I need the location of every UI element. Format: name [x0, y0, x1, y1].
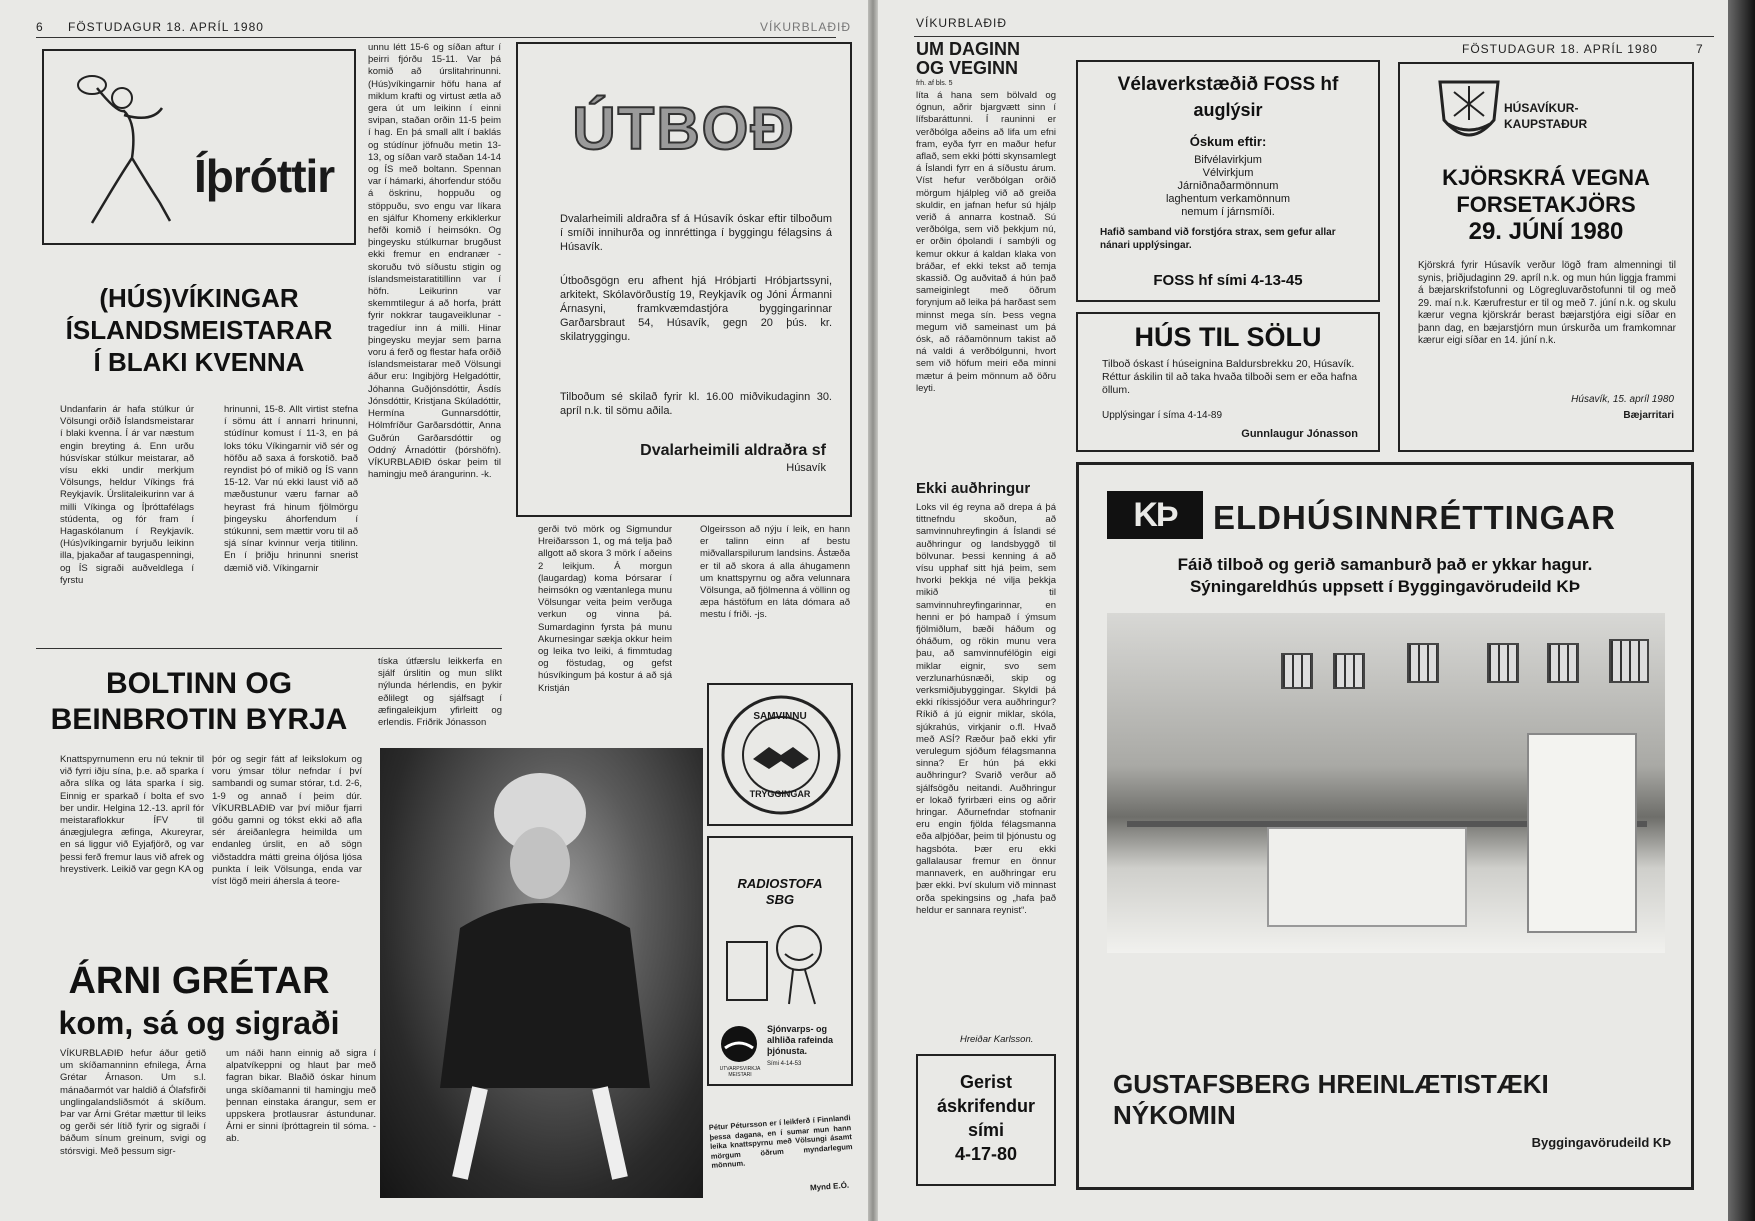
- title-line: FORSETAKJÖRS: [1456, 192, 1636, 217]
- headline-line: ÍSLANDSMEISTARAR: [65, 315, 333, 345]
- gerist-line: áskrifendur: [936, 1096, 1036, 1116]
- foss-item: Járniðnaðarmönnum: [1177, 180, 1279, 192]
- football-player-photo: [380, 748, 703, 1198]
- kitchen-window: [1333, 653, 1365, 689]
- masthead-fragment: VÍKURBLAÐIÐ: [760, 20, 852, 34]
- page-gutter: [868, 0, 878, 1221]
- radio-line: þjónusta.: [767, 1046, 807, 1056]
- lower-cabinets: [1267, 827, 1467, 927]
- foss-items: [1078, 154, 1378, 219]
- meistari-logo-text: UTVARPSVIRKJA MEISTARI: [719, 1066, 761, 1078]
- kb-bottom-line: GUSTAFSBERG HREINLÆTISTÆKI: [1113, 1069, 1549, 1099]
- kjorskra-dateline: Húsavík, 15. apríl 1980: [1571, 394, 1674, 405]
- column-title-line: UM DAGINN: [916, 39, 1020, 59]
- kb-bottom-line: NÝKOMIN: [1113, 1100, 1236, 1130]
- article4-col2: Olgeirsson að nýju í leik, en hann er talinn einn af bestu miðvallarspilurum landsins. Ástæða er til að skora á alla áhugamenn um knattspyrnu og aðra velunnara Völsunga, að fjölmenna á völlinn og æpa hástöfum en láta dómara að mestu í friði. -js.: [700, 524, 850, 621]
- foss-item: Vélvirkjum: [1202, 167, 1254, 179]
- article2-col1: Knattspyrnumenn eru nú teknir til við fyrri iðju sína, þ.e. að sparka í aðra slíka og láta sparka í sig. Einnig er sparkað í bolta ef svo ber undir. Helgina 12.-13. apríl fór meistaraflokkur ÍFV til ánægjulegra æfinga, Akureyrar, en sá liggur við Eyjafjörð, og var þessi ferð fremur laus við afrek og hreystiverk. Leikið var gegn KA og: [60, 754, 204, 875]
- discus-thrower-icon: [62, 63, 182, 233]
- article1-col2: hrinunni, 15-8. Allt virtist stefna í sömu átt í annarri hrinunni, stúdínur komust í 11-3, en þá loks tóku Víkingarnir við sér og höfðu að saxa á forskotið. Það reyndist þó of mikið og ÍS vann 15-12. Var nú ekki laust við að mæðustunur væru farnar að heyrast frá hinum fjölmörgu þingeysku áhorfendum í stúkunni, sem mættir voru til að sjá sínar kvinnur verja titilinn. En í þriðju hrinunni snerist dæmið við. Víkingarnir: [224, 404, 358, 574]
- article1-headline: [36, 282, 362, 378]
- folio-number: 6: [36, 20, 44, 34]
- gerist-line: sími: [967, 1120, 1005, 1140]
- kitchen-window: [1487, 643, 1519, 683]
- foss-title: Vélaverkstæðið FOSS hf: [1117, 74, 1339, 95]
- column-title-line: OG VEGINN: [916, 58, 1019, 78]
- article1-col3: unnu létt 15-6 og síðan aftur í þeirri fjórðu 15-11. Var þá komið að úrslitahrinunni. (Hús)víkingarnir höfu hana af miklum krafti og virtust ætla að gera út um leikinn í einni svipan, staðan orðin 11-5 þeim í hag. En þá small allt í baklás og stúdínur jöfnuðu metin 13-13, og síðan varð staðan 14-14 og ÍS með boltann. Spennan var í hámarki, áhorfendur stóðu á öskrinu, hoppuðu og stöppuðu, svo engu var líkara en sjálfur Khomeny erkiklerkur hefði komið í heimsókn. Og þingeysku stúlkurnar brugðust ekki fremur en endranær - skoruðu tvö síðustu stigin og íslandsmeistaratitillinn var í höfn. Leikurinn var skemmtilegur á að horfa, þrátt fyrir nokkrar taugaveiklunar - tragedíur inn á milli. Hinar þingeysku meyjar sem þarna voru á ferð og flestar hafa orðið íslandsmeistarar með Völsungi áður eru: Ingibjörg Helgadóttir, Jóhanna Guðjónsdóttir, Ásdís Jónsdóttir, Kristjana Skúladóttir, Hermína Gunnarsdóttir, Hólmfríður Garðarsdóttir, Anna Guðrún Garðarsdóttir og Oddný Árnadóttir (þórshöfn). VÍKURBLAÐIÐ óskar þeim til hamingju með árangurinn. -k.: [368, 42, 501, 481]
- utbod-p1: Dvalarheimili aldraðra sf á Húsavík óskar eftir tilboðum í smíði innihurða og innréttinga í byggingu félagsins á Húsavík.: [560, 213, 832, 253]
- foss-item: Bifvélavirkjum: [1194, 154, 1262, 166]
- ad-utbod: [516, 42, 852, 517]
- column-text2: Loks vil ég reyna að drepa á þá tittnefndu skoðun, að samvinnuhreyfingin á Íslandi sé auðhringur og landsbyggð til bölvunar. Þessi kenning á að vísu upphaf sitt hjá þeim, sem hvorki þekkja né vilja þekkja mikið til samvinnuhreyfingarinnar, en henni er þó hampað í ýmsum fjölmiðlum, bæði háðum og óháðum, og rökin munu vera þau, að samvinnufélögin eigi miklar eignir, svo sem verzlunarhúsnæði, skip og verksmiðjubyggingar. Skyldi þá ekki ríkissjóður vera auðhringur? Ríkið á jú eignir miklar, skóla, sjúkrahús, virkjanir o.fl. Hvað með ASÍ? Ræður það ekki yfir verulegum sjóðum félagsmanna sinna? Er hún þá ekki auðhringur? Svarið verður að sjálfsögðu neitandi. Auðhringur er lokað fyrirbæri eins og aðrir hringar. Aðurnefndar stofnanir eru engin fjölda félagsmanna eða alþjóðar, þeim til þjónustu og hagsbóta. Þær eru ekki gallalausar fremur en önnur mannaverk, en auðhringar eru þær ekki. Því skulum við minnast orða spekingsins og „hafa það heldur er sannara reynist“.: [916, 502, 1056, 916]
- utbod-title: ÚTBOÐ: [572, 95, 796, 162]
- utbod-p3: Tilboðum sé skilað fyrir kl. 16.00 miðvikudaginn 30. apríl n.k. til sömu aðila.: [560, 391, 832, 417]
- ad-foss: [1076, 60, 1380, 302]
- article2-col3: tíska útfærslu leikkerfa en sjálf úrslitin og mun slíkt nýlunda hérlendis, en þykir eðlilegt og sjálfsagt í æfingaleikjum yfirleitt og erlendis. Friðrik Jónasson: [378, 656, 502, 729]
- book-edge: [1728, 0, 1755, 1221]
- foss-phone: FOSS hf sími 4-13-45: [1153, 272, 1303, 289]
- hus-text: Tilboð óskast í húseignina Baldursbrekku 20, Húsavík. Réttur áskilin til að taka hvaða tilboði sem er eða hafna öllum.: [1102, 358, 1358, 396]
- utbod-place: Húsavík: [786, 462, 826, 474]
- kitchen-window: [1547, 643, 1579, 683]
- husavik-crest-icon: [1434, 76, 1504, 150]
- radio-line: Sími 4-14-53: [767, 1061, 802, 1067]
- article2-col2: þór og segir fátt af leikslokum og voru ýmsar tölur nefndar í því sambandi og sumar stórar, t.d. 2-6, 1-9 og annað í þeim dúr. VÍKURBLAÐIÐ var því miður fjarri góðu gamni og tókst ekki að afla sér áreiðanlegra heimilda um endanleg úrslit, en að sögn viðstaddra mátti greina óljósa ljósa punkta í leik Völsunga, enda var víst lögð meiri áhersla á teore-: [212, 754, 362, 888]
- masthead: VÍKURBLAÐIÐ: [916, 16, 1008, 30]
- kitchen-photo: [1107, 613, 1665, 953]
- headline-line: BOLTINN OG: [105, 667, 293, 700]
- gerist-line: Gerist: [959, 1072, 1013, 1092]
- article3-col1: VÍKURBLAÐIÐ hefur áður getið um skíðamanninn efnilega, Árna Grétar Árnason. Um s.l. mánaðarmót var haldið á Ólafsfirði unglingalandsliðsmót á skíðum. Þar var Árni Grétar mættur til leiks og gerði sér lítið fyrir og sigraði í báðum sínum greinum, svigi og stórsvigi. Með þessum sigr-: [60, 1048, 206, 1157]
- kb-logo: KÞ: [1107, 491, 1203, 539]
- foss-note: Hafið samband við forstjóra strax, sem gefur allar nánari upplýsingar.: [1100, 227, 1336, 251]
- ad-gerist: [916, 1054, 1056, 1186]
- refrigerator: [1527, 733, 1637, 933]
- foss-wanted: Óskum eftir:: [1189, 134, 1267, 149]
- headline-line: BEINBROTIN BYRJA: [50, 703, 348, 736]
- sports-logo-text: Íþróttir: [194, 150, 335, 202]
- kjorskra-signature: Bæjarritari: [1623, 410, 1674, 421]
- logo-line: KAUPSTAÐUR: [1504, 117, 1588, 131]
- photo-credit: Mynd E.Ó.: [809, 1180, 850, 1193]
- ad-radiostofa: [707, 836, 853, 1086]
- samvinnu-bottom: TRYGGINGAR: [749, 789, 811, 799]
- column-author: Hreiðar Karlsson.: [960, 1034, 1034, 1045]
- article4-col1: gerði tvö mörk og Sigmundur Hreiðarsson 1, og má telja það allgott að skora 3 mörk í aðeins 2 leikjum. Á morgun (laugardag) koma Þórsarar í heimsókn og væntanlega munu Völsungar veita þeim verðuga verkun og vinna þá. Sumardaginn fyrsta þá munu Akurnesingar sækja okkur heim og leika tvo leiki, á fimmtudag og föstudag, og gefst húsvíkingum þá kostur á að sjá Kristján: [538, 524, 672, 694]
- photo-caption: Pétur Pétursson er í leikferð í Finnlandi þessa dagana, en í sumar mun hann leika knattspyrnu með Völsungi ásamt mörgum öðrum myndarlegum mönnum.: [708, 1113, 853, 1170]
- article1-col1: Undanfarin ár hafa stúlkur úr Völsungi orðið Íslandsmeistarar í blaki kvenna. Í ár var næstum engin breyting á. Enn urðu húsvískar stúlkur meistarar, að vísu ekki undir merkjum Völsungs, heldur Víkings frá Reykjavík. Úrslitaleikurinn var á milli Víkinga og Íþróttafélags stúdenta, og fór fram í Hagaskólanum í Reykjavík. (Hús)víkingarnir byrjuðu leikinn illa, þjakaðar af taugaspenningi, og ÍS sigraði auðveldlega í fyrstu: [60, 404, 194, 586]
- radio-line: Sjónvarps- og: [767, 1024, 828, 1034]
- radio-mascot-icon: [723, 914, 841, 1010]
- headline-line: Í BLAKI KVENNA: [93, 347, 305, 377]
- hus-name: Gunnlaugur Jónasson: [1241, 428, 1358, 440]
- samvinnu-top: SAMVINNU: [753, 711, 807, 722]
- radio-line: alhliða rafeinda: [767, 1035, 834, 1045]
- folio-number: 7: [1696, 42, 1704, 56]
- ad-kb-kitchen: [1076, 462, 1694, 1190]
- sports-logo-box: [42, 49, 356, 245]
- gerist-line: 4-17-80: [954, 1144, 1018, 1164]
- player-figure-icon: [420, 758, 660, 1188]
- gerist-text: [918, 1070, 1054, 1166]
- article3-col2: um náði hann einnig að sigra í alpatvíkeppni og hlaut þar með fagran bikar. Blaðið óskar hinum unga skíðamanni til hamingju með þennan einstaka árangur, sem er uppskera þrotlausrar ástundunar. Árni er sinni íþróttagrein til sóma. -ab.: [226, 1048, 376, 1145]
- kitchen-window: [1281, 653, 1313, 689]
- kb-title: ELDHÚSINNRÉTTINGAR: [1213, 499, 1616, 536]
- column-subhead: Ekki auðhringur: [916, 480, 1031, 497]
- column-continued: frh. af bls. 5: [916, 80, 953, 87]
- radio-text: [767, 1024, 833, 1070]
- radio-name-2: SBG: [765, 892, 795, 907]
- kitchen-window: [1407, 643, 1439, 683]
- article2-headline: [36, 666, 362, 738]
- ad-hus-til-solu: [1076, 312, 1380, 452]
- foss-sub: auglýsir: [1193, 100, 1263, 120]
- headline-line: (HÚS)VÍKINGAR: [99, 283, 299, 313]
- title-line: KJÖRSKRÁ VEGNA: [1442, 165, 1650, 190]
- hus-info: Upplýsingar í síma 4-14-89: [1102, 410, 1223, 421]
- column-title: [916, 40, 1020, 78]
- kitchen-window: [1609, 639, 1649, 683]
- kjorskra-text: Kjörskrá fyrir Húsavík verður lögð fram almenningi til synis, þriðjudaginn 29. apríl n.k. og mun hún liggja frammi á bæjarskrifstofunni og Lögregluvarðstofunni til og með 29. maí n.k. Kærufrestur er til og með 7. júní n.k. og skulu kærur vegna kjörskrár berast bæjarstjóra eigi síðar en þann dag, en bæjarstjórn mun úrskurða um framkomnar kærur eigi síðar en 14. júní n.k.: [1418, 260, 1676, 346]
- kb-sign: Byggingavörudeild KÞ: [1531, 1135, 1671, 1150]
- logo-line: HÚSAVÍKUR-: [1504, 101, 1579, 115]
- kb-line2: Sýningareldhús uppsett í Byggingavörudeild KÞ: [1189, 577, 1581, 596]
- left-page: [0, 0, 868, 1221]
- foss-item: laghentum verkamönnum: [1165, 193, 1291, 205]
- folio-date: FÖSTUDAGUR 18. APRÍL 1980: [1462, 42, 1658, 56]
- foss-item: nemum í járnsmíði.: [1181, 206, 1275, 218]
- kjorskra-logo-text: [1504, 100, 1587, 132]
- title-line: 29. JÚNÍ 1980: [1468, 218, 1624, 245]
- folio-date: FÖSTUDAGUR 18. APRÍL 1980: [68, 20, 264, 34]
- utbod-signature: Dvalarheimili aldraðra sf: [640, 442, 826, 459]
- kb-bottom: [1113, 1069, 1549, 1131]
- right-page: [878, 0, 1728, 1221]
- ad-samvinnu: [707, 683, 853, 826]
- hus-title: HÚS TIL SÖLU: [1134, 322, 1322, 352]
- utbod-p2: Útboðsgögn eru afhent hjá Hróbjarti Hróbjartssyni, arkitekt, Skólavörðustíg 19, Reykjavík og Jóni Ármanni Árnasyni, framkvæmdastjóra byggingarinnar Garðarsbraut 54, Húsavík, gegn 20 þús. kr. skilatryggingu.: [560, 275, 832, 343]
- article3-headline: ÁRNI GRÉTAR: [68, 960, 330, 1002]
- kb-line1: Fáið tilboð og gerið samanburð það er ykkar hagur.: [1177, 555, 1593, 574]
- kjorskra-title: [1400, 164, 1692, 245]
- radio-name-1: RADIOSTOFA: [737, 876, 823, 891]
- meistari-logo-icon: [719, 1024, 759, 1064]
- ad-kjorskra: [1398, 62, 1694, 452]
- article3-subhead: kom, sá og sigraði: [58, 1005, 340, 1041]
- column-text: líta á hana sem bölvald og ógnun, aðrir bjargvætt sinn í lífsbaráttunni. Í rauninni er verðbólga aðeins að lifa um efni fram, eyða fyrr en maður hefur aflað, sem ekki þótti skynsamlegt á Íslandi fyrr en á síðustu árum. Víst hefur verðbólgan orðið mörgum hjálpleg við að greiða skuldir, en jafnan hefur sú hjálp verið á annarra kostnað. Sú verðbólga, sem við þekkjum nú, er orðin óþolandi í sambýli og kemur okkur á kaldan klaka von bráðar, ef ekki tekst að temja skassið. Og auðvitað á hún það sameiginlegt með öðrum forynjum að leika þá harðast sem minnst mega sín. Þess vegna megum við sameinast um þá ósk, að ráðamönnum takist að ná valdi á verðbólgunni, hvort sem við höfum meiri eða minni mætur á þeim mönnum að öðru leyti.: [916, 90, 1056, 394]
